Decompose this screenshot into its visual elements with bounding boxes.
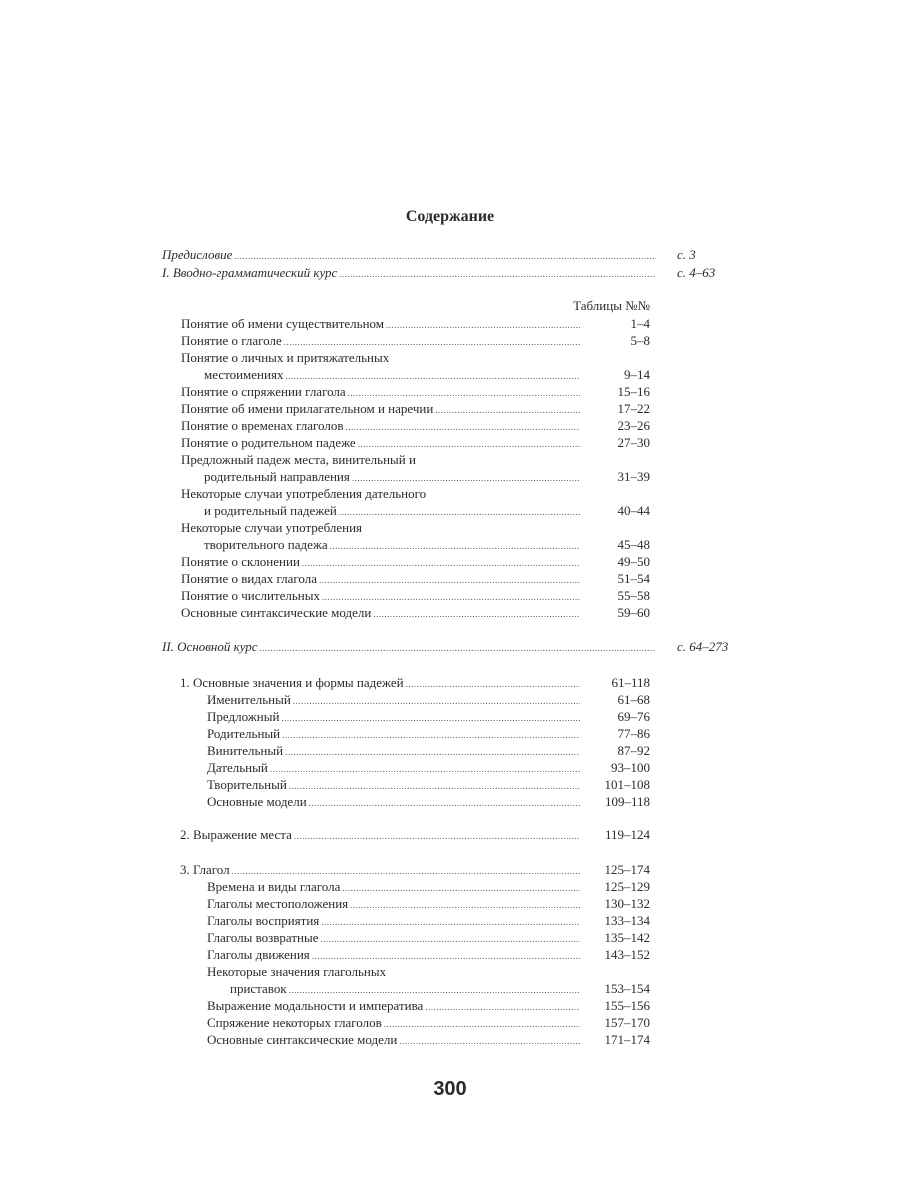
toc-entry-label: Глаголы возвратные (207, 930, 319, 945)
toc-entry-pages: 55–58 (617, 588, 650, 603)
toc-entry-label: Глаголы движения (207, 947, 310, 962)
toc-entry-pages: 5–8 (630, 333, 650, 348)
dot-leader (294, 831, 580, 842)
dot-leader (339, 269, 656, 280)
dot-leader (348, 388, 580, 399)
dot-leader (289, 781, 580, 792)
dot-leader (373, 609, 580, 620)
toc-entry-label: Основные модели (207, 794, 307, 809)
dot-leader (339, 507, 580, 518)
toc-entry-label: Понятие о склонении (181, 554, 300, 569)
toc-entry-intro[interactable] (204, 503, 650, 518)
toc-subentry[interactable] (207, 947, 650, 962)
dot-leader (435, 405, 580, 416)
toc-entry-label: Творительный (207, 777, 287, 792)
toc-entry-pages: 45–48 (617, 537, 650, 552)
toc-entry-pages: 17–22 (617, 401, 650, 416)
toc-entry-label-line1: Предложный падеж места, винительный и (181, 452, 416, 467)
toc-subentry[interactable] (207, 760, 650, 775)
toc-subentry[interactable] (207, 777, 650, 792)
toc-entry-intro[interactable] (181, 605, 650, 620)
dot-leader (346, 422, 580, 433)
toc-entry-page: с. 64–273 (677, 639, 729, 654)
toc-entry-label: и родительный падежей (204, 503, 337, 518)
toc-entry-pages: 119–124 (604, 827, 650, 842)
toc-entry-intro[interactable] (181, 418, 650, 433)
toc-entry-pages: 61–68 (617, 692, 650, 707)
dot-leader (270, 764, 580, 775)
dot-leader (285, 371, 580, 382)
dot-leader (302, 558, 580, 569)
toc-entry-intro[interactable] (181, 554, 650, 569)
toc-entry-intro[interactable] (204, 537, 650, 552)
toc-section-2[interactable] (180, 827, 650, 842)
toc-subentry[interactable] (207, 998, 650, 1013)
toc-entry-pages: 31–39 (617, 469, 650, 484)
toc-entry-label: 1. Основные значения и формы падежей (180, 675, 404, 690)
toc-entry-intro[interactable] (204, 469, 650, 484)
toc-entry-pages: 130–132 (604, 896, 650, 911)
toc-entry-label: Понятие об имени существительном (181, 316, 385, 331)
toc-entry-label: Выражение модальности и императива (207, 998, 424, 1013)
toc-subentry[interactable] (207, 709, 650, 724)
toc-entry-label: творительного падежа (204, 537, 328, 552)
toc-entry-pages: 1–4 (630, 316, 650, 331)
toc-entry-label: Глаголы восприятия (207, 913, 320, 928)
toc-entry-pages: 143–152 (604, 947, 650, 962)
toc-entry-pages: 61–118 (611, 675, 650, 690)
toc-entry-pages: 153–154 (604, 981, 650, 996)
dot-leader (386, 320, 580, 331)
toc-subentry[interactable] (207, 726, 650, 741)
toc-entry-pages: 109–118 (604, 794, 650, 809)
toc-entry-pages: 77–86 (617, 726, 650, 741)
toc-entry-intro[interactable] (181, 333, 650, 348)
toc-entry-pages: 23–26 (617, 418, 650, 433)
toc-entry-intro[interactable] (181, 571, 650, 586)
toc-entry-label: 3. Глагол (180, 862, 230, 877)
toc-entry-intro[interactable] (204, 367, 650, 382)
toc-entry-label: II. Основной курс (162, 639, 258, 654)
toc-entry-main-course[interactable] (162, 639, 658, 654)
toc-entry-label: Дательный (207, 760, 268, 775)
page-number: 300 (433, 1078, 467, 1100)
tables-column-header: Таблицы №№ (573, 298, 650, 313)
toc-entry-label: Понятие о временах глаголов (181, 418, 344, 433)
toc-entry-label: Родительный (207, 726, 281, 741)
dot-leader (309, 798, 580, 809)
toc-entry-pages: 155–156 (604, 998, 650, 1013)
dot-leader (232, 866, 580, 877)
toc-subentry[interactable] (207, 913, 650, 928)
toc-entry-pages: 15–16 (617, 384, 650, 399)
toc-entry-intro[interactable] (181, 401, 650, 416)
toc-entry-label: Предисловие (162, 247, 233, 262)
toc-entry-pages: 49–50 (617, 554, 650, 569)
toc-subentry[interactable] (207, 1032, 650, 1047)
dot-leader (342, 883, 580, 894)
toc-entry-label: Винительный (207, 743, 284, 758)
toc-entry-pages: 133–134 (604, 913, 650, 928)
toc-entry-pages: 51–54 (617, 571, 650, 586)
toc-entry-pages: 125–129 (604, 879, 650, 894)
toc-entry-preface[interactable] (162, 247, 658, 262)
toc-entry-pages: 69–76 (617, 709, 650, 724)
dot-leader (312, 951, 580, 962)
dot-leader (406, 679, 580, 690)
toc-entry-page: с. 4–63 (677, 265, 716, 280)
toc-entry-pages: 87–92 (617, 743, 650, 758)
toc-subentry[interactable] (207, 692, 650, 707)
toc-entry-label: местоимениях (204, 367, 284, 382)
toc-subentry[interactable] (207, 879, 650, 894)
dot-leader (425, 1002, 580, 1013)
toc-subentry[interactable] (207, 896, 650, 911)
toc-section-3[interactable] (180, 862, 650, 877)
page-title: Содержание (405, 208, 495, 225)
toc-subentry[interactable] (230, 981, 650, 996)
toc-entry-label: Времена и виды глагола (207, 879, 341, 894)
toc-entry-label: Понятие о спряжении глагола (181, 384, 346, 399)
toc-subentry[interactable] (207, 743, 650, 758)
toc-entry-label: Понятие о видах глагола (181, 571, 317, 586)
toc-entry-label: Понятие о числительных (181, 588, 321, 603)
toc-entry-label: приставок (230, 981, 287, 996)
toc-entry-pages: 59–60 (617, 605, 650, 620)
toc-entry-pages: 125–174 (604, 862, 650, 877)
toc-entry-label-line1: Некоторые случаи употребления дательного (181, 486, 427, 501)
toc-entry-page: с. 3 (677, 247, 696, 262)
toc-entry-pages: 135–142 (604, 930, 650, 945)
toc-entry-label: родительный направления (204, 469, 350, 484)
toc-entry-label: 2. Выражение места (180, 827, 292, 842)
toc-subentry[interactable] (207, 1015, 650, 1030)
dot-leader (285, 747, 580, 758)
toc-entry-pages: 40–44 (617, 503, 650, 518)
dot-leader (281, 713, 580, 724)
toc-entry-intro[interactable] (181, 384, 650, 399)
toc-entry-label: Понятие о родительном падеже (181, 435, 356, 450)
dot-leader (358, 439, 580, 450)
toc-entry-pages: 171–174 (604, 1032, 650, 1047)
toc-entry-intro[interactable] (181, 316, 650, 331)
toc-entry-label: Предложный (207, 709, 280, 724)
toc-subentry[interactable] (207, 930, 650, 945)
toc-entry-label: Понятие о глаголе (181, 333, 282, 348)
toc-entry-label: Глаголы местоположения (207, 896, 349, 911)
dot-leader (282, 730, 580, 741)
dot-leader (330, 541, 580, 552)
dot-leader (350, 900, 580, 911)
toc-entry-pages: 9–14 (624, 367, 650, 382)
toc-entry-label: Основные синтаксические модели (181, 605, 372, 620)
toc-entry-label-line1: Некоторые значения глагольных (207, 964, 387, 979)
toc-entry-pages: 27–30 (617, 435, 650, 450)
dot-leader (284, 337, 580, 348)
toc-entry-label: Спряжение некоторых глаголов (207, 1015, 382, 1030)
toc-entry-intro-course[interactable] (162, 265, 658, 280)
dot-leader (352, 473, 580, 484)
toc-entry-pages: 101–108 (604, 777, 650, 792)
dot-leader (260, 643, 656, 654)
dot-leader (293, 696, 580, 707)
dot-leader (399, 1036, 580, 1047)
dot-leader (289, 985, 580, 996)
dot-leader (322, 592, 580, 603)
toc-entry-intro[interactable] (181, 588, 650, 603)
dot-leader (319, 575, 580, 586)
toc-entry-label: Именительный (207, 692, 291, 707)
toc-entry-label: Понятие об имени прилагательном и наречии (181, 401, 434, 416)
toc-entry-label-line1: Понятие о личных и притяжательных (181, 350, 390, 365)
dot-leader (384, 1019, 580, 1030)
dot-leader (234, 251, 656, 262)
toc-entry-label: Основные синтаксические модели (207, 1032, 398, 1047)
dot-leader (321, 917, 580, 928)
toc-subentry[interactable] (207, 794, 650, 809)
toc-entry-intro[interactable] (181, 435, 650, 450)
toc-entry-label: I. Вводно-грамматический курс (162, 265, 338, 280)
dot-leader (321, 934, 580, 945)
toc-entry-label-line1: Некоторые случаи употребления (181, 520, 363, 535)
toc-entry-pages: 157–170 (604, 1015, 650, 1030)
toc-entry-pages: 93–100 (611, 760, 650, 775)
toc-section-1[interactable] (180, 675, 650, 690)
